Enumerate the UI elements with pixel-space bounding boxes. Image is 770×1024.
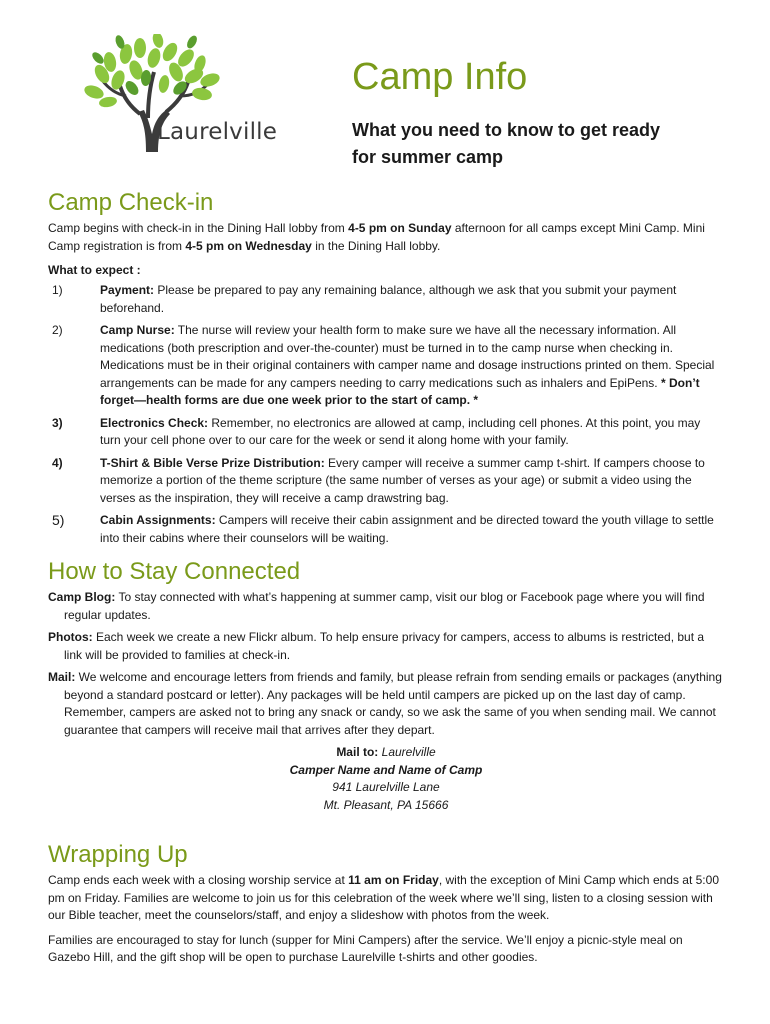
item-number: 4) [52,455,63,470]
wrap-time: 11 am on Friday [348,873,439,887]
photos-label: Photos: [48,630,93,644]
item-text: The nurse will review your health form to make sure we have all the necessary information. All medications (both prescription and over-the-counter) must be turned in to the camp nurse when checking in. Medications must be in their original containers with camper name and dosage instructions printed on them. Special arrangements can be made for any campers needing to carry medications such as inhalers and EpiPens. [100,323,715,390]
item-label: Electronics Check: [100,415,209,430]
wrap-text-2: , with the exception of Mini Camp which ends at 5:00 pm on Friday. Families are welcome to join us for this celebration of the week where we’ll sing, listen to a closing session with our Bible teacher, meet the counselors/staff, and enjoy a slideshow with photos from the week. [48,873,719,922]
wrap-text-1: Camp ends each week with a closing worship service at [48,873,349,887]
logo-wordmark: Laurelville [157,119,278,145]
photos-paragraph [48,629,724,664]
what-to-expect-label: What to expect : [48,263,141,277]
list-item [48,455,724,508]
checkin-section [48,186,724,547]
connected-heading: How to Stay Connected [48,558,301,585]
item-note: * Don’t forget—health forms are due one week prior to the start of camp. * [100,375,700,407]
address-line-3: 941 Laurelville Lane [332,780,440,794]
wrapping-paragraph-2: Families are encouraged to stay for lunch (supper for Mini Campers) after the service. We’ll enjoy a picnic-style meal on Gazebo Hill, and the gift shop will be open to purchase Laurelville t-shirts and other goodies. [48,932,683,964]
intro-time-2: 4-5 pm on Wednesday [185,238,312,253]
mail-paragraph [48,669,724,739]
mail-to-label: Mail to: [336,745,379,759]
laurelville-logo [80,34,290,164]
mail-text: We welcome and encourage letters from friends and family, but please refrain from sending emails or packages (anything beyond a standard postcard or letter). Any packages will be held until campers are picked up on the last day of camp. Remember, campers are asked not to bring any snack or candy, so we ask the same of you when sending mail. We cannot guarantee that campers will receive mail that arrives after they depart. [64,670,722,737]
item-label: Payment: [100,283,155,297]
wrapping-heading: Wrapping Up [48,841,188,868]
connected-section [48,555,724,814]
page-subtitle: What you need to know to get ready for summer camp [352,120,661,167]
mail-to-name: Laurelville [378,745,436,759]
blog-paragraph [48,589,724,624]
item-number: 5) [52,512,65,528]
item-text: Every camper will receive a summer camp t-shirt. If campers choose to memorize a portion of the theme scripture (the same number of verses as your age) or submit a video using the verses as the inspiration, they will receive a camp drawstring bag. [100,455,705,505]
blog-label: Camp Blog: [48,590,116,604]
address-line-1 [48,744,724,762]
list-item [48,415,724,450]
list-item [48,322,724,410]
item-text: Please be prepared to pay any remaining balance, although we ask that you submit your payment beforehand. [100,283,677,315]
item-label: Camp Nurse: [100,323,175,337]
wrapping-section [48,838,724,967]
item-number: 2) [52,323,63,337]
wrapping-paragraph-1 [48,872,724,925]
intro-text-1: Camp begins with check-in in the Dining Hall lobby from [48,221,349,235]
document-body [48,186,724,974]
intro-text-2: afternoon for all camps except Mini Camp. Mini Camp registration is from [48,221,705,253]
list-item [48,512,724,547]
item-text: Campers will receive their cabin assignment and be directed toward the youth village to settle into their cabins where their counselors will be waiting. [100,513,714,545]
item-number: 3) [52,415,63,430]
address-line-2: Camper Name and Name of Camp [289,762,483,777]
expect-list [48,282,724,547]
item-label: T-Shirt & Bible Verse Prize Distribution: [100,455,325,470]
intro-text-3: in the Dining Hall lobby. [311,238,441,253]
page-title: Camp Info [352,56,528,98]
mailing-address [48,744,724,814]
item-text: Remember, no electronics are allowed at camp, including cell phones. At this point, you may turn your cell phone over to our care for the week or send it along home with your family. [100,415,701,447]
checkin-heading: Camp Check-in [48,189,214,216]
mail-label: Mail: [48,670,76,684]
intro-time-1: 4-5 pm on Sunday [348,221,452,235]
item-number: 1) [52,283,63,297]
blog-text: To stay connected with what’s happening at summer camp, visit our blog or Facebook page where you will find regular updates. [64,590,705,622]
list-item [48,282,724,317]
checkin-intro [48,220,724,255]
item-label: Cabin Assignments: [100,513,216,527]
photos-text: Each week we create a new Flickr album. To help ensure privacy for campers, access to albums is restricted, but a link will be provided to families at check-in. [64,630,705,662]
address-line-4: Mt. Pleasant, PA 15666 [323,797,449,812]
